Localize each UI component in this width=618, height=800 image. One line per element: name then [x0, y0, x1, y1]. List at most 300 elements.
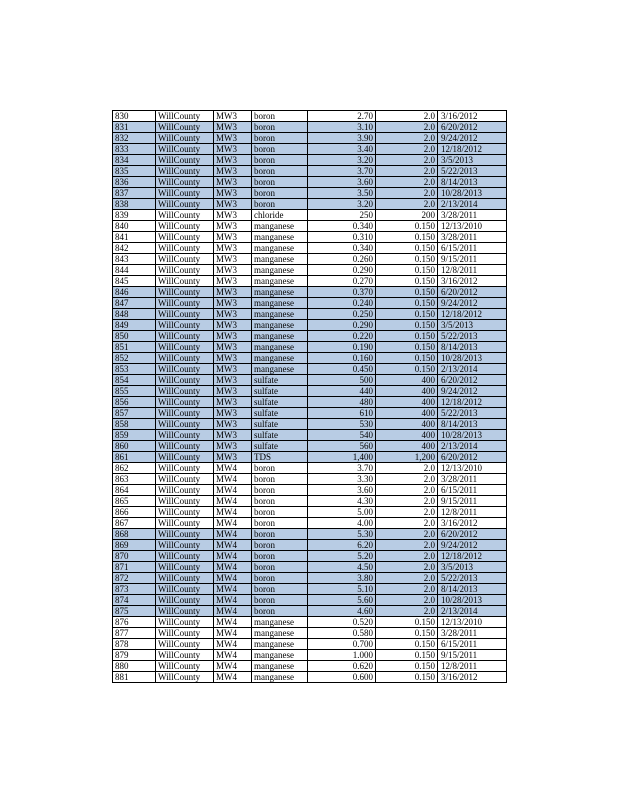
standard-cell: 0.150 [376, 309, 438, 320]
parameter-cell: manganese [252, 628, 308, 639]
well-cell: MW3 [214, 232, 252, 243]
parameter-cell: manganese [252, 342, 308, 353]
date-cell: 9/15/2011 [438, 254, 507, 265]
value-cell: 0.450 [308, 364, 376, 375]
date-cell: 12/18/2012 [438, 397, 507, 408]
parameter-cell: boron [252, 529, 308, 540]
well-cell: MW4 [214, 584, 252, 595]
parameter-cell: boron [252, 573, 308, 584]
row-id-cell: 861 [113, 452, 156, 463]
table-row [113, 562, 507, 573]
value-cell: 3.90 [308, 133, 376, 144]
parameter-cell: boron [252, 199, 308, 210]
site-cell: WillCounty [156, 529, 214, 540]
well-cell: MW3 [214, 122, 252, 133]
well-cell: MW3 [214, 254, 252, 265]
standard-cell: 2.0 [376, 562, 438, 573]
row-id-cell: 868 [113, 529, 156, 540]
table-row [113, 408, 507, 419]
date-cell: 3/5/2013 [438, 155, 507, 166]
row-id-cell: 839 [113, 210, 156, 221]
site-cell: WillCounty [156, 595, 214, 606]
parameter-cell: boron [252, 144, 308, 155]
site-cell: WillCounty [156, 562, 214, 573]
value-cell: 0.250 [308, 309, 376, 320]
parameter-cell: boron [252, 496, 308, 507]
site-cell: WillCounty [156, 364, 214, 375]
date-cell: 12/18/2012 [438, 309, 507, 320]
parameter-cell: manganese [252, 221, 308, 232]
row-id-cell: 862 [113, 463, 156, 474]
value-cell: 3.60 [308, 485, 376, 496]
value-cell: 1.000 [308, 650, 376, 661]
well-cell: MW4 [214, 485, 252, 496]
table-row [113, 122, 507, 133]
value-cell: 3.40 [308, 144, 376, 155]
parameter-cell: sulfate [252, 441, 308, 452]
row-id-cell: 875 [113, 606, 156, 617]
site-cell: WillCounty [156, 320, 214, 331]
row-id-cell: 855 [113, 386, 156, 397]
date-cell: 6/20/2012 [438, 122, 507, 133]
site-cell: WillCounty [156, 386, 214, 397]
table-body [113, 111, 507, 683]
table-row [113, 507, 507, 518]
value-cell: 530 [308, 419, 376, 430]
standard-cell: 2.0 [376, 496, 438, 507]
table-row [113, 452, 507, 463]
well-cell: MW4 [214, 562, 252, 573]
date-cell: 3/28/2011 [438, 210, 507, 221]
table-row [113, 650, 507, 661]
table-row [113, 661, 507, 672]
value-cell: 3.80 [308, 573, 376, 584]
date-cell: 9/15/2011 [438, 496, 507, 507]
table-row [113, 309, 507, 320]
value-cell: 0.190 [308, 342, 376, 353]
row-id-cell: 865 [113, 496, 156, 507]
parameter-cell: sulfate [252, 419, 308, 430]
well-cell: MW3 [214, 320, 252, 331]
standard-cell: 400 [376, 408, 438, 419]
date-cell: 5/22/2013 [438, 408, 507, 419]
date-cell: 3/28/2011 [438, 232, 507, 243]
well-cell: MW4 [214, 639, 252, 650]
row-id-cell: 852 [113, 353, 156, 364]
value-cell: 5.60 [308, 595, 376, 606]
value-cell: 610 [308, 408, 376, 419]
row-id-cell: 881 [113, 672, 156, 683]
row-id-cell: 859 [113, 430, 156, 441]
table-row [113, 177, 507, 188]
parameter-cell: TDS [252, 452, 308, 463]
parameter-cell: boron [252, 122, 308, 133]
site-cell: WillCounty [156, 331, 214, 342]
date-cell: 3/16/2012 [438, 111, 507, 122]
table-row [113, 375, 507, 386]
site-cell: WillCounty [156, 298, 214, 309]
well-cell: MW3 [214, 342, 252, 353]
value-cell: 0.270 [308, 276, 376, 287]
date-cell: 3/5/2013 [438, 562, 507, 573]
date-cell: 10/28/2013 [438, 353, 507, 364]
table-row [113, 430, 507, 441]
parameter-cell: manganese [252, 650, 308, 661]
date-cell: 12/13/2010 [438, 221, 507, 232]
standard-cell: 2.0 [376, 595, 438, 606]
table-row [113, 342, 507, 353]
value-cell: 3.60 [308, 177, 376, 188]
value-cell: 0.220 [308, 331, 376, 342]
well-cell: MW3 [214, 353, 252, 364]
parameter-cell: boron [252, 540, 308, 551]
site-cell: WillCounty [156, 518, 214, 529]
value-cell: 3.20 [308, 155, 376, 166]
standard-cell: 400 [376, 441, 438, 452]
value-cell: 3.50 [308, 188, 376, 199]
table-row [113, 639, 507, 650]
well-cell: MW3 [214, 199, 252, 210]
date-cell: 10/28/2013 [438, 430, 507, 441]
parameter-cell: boron [252, 562, 308, 573]
standard-cell: 2.0 [376, 540, 438, 551]
well-cell: MW3 [214, 452, 252, 463]
standard-cell: 0.150 [376, 265, 438, 276]
date-cell: 5/22/2013 [438, 573, 507, 584]
value-cell: 5.00 [308, 507, 376, 518]
date-cell: 12/18/2012 [438, 144, 507, 155]
well-cell: MW4 [214, 606, 252, 617]
table-row [113, 364, 507, 375]
row-id-cell: 849 [113, 320, 156, 331]
site-cell: WillCounty [156, 650, 214, 661]
date-cell: 3/16/2012 [438, 518, 507, 529]
site-cell: WillCounty [156, 661, 214, 672]
parameter-cell: manganese [252, 298, 308, 309]
well-cell: MW3 [214, 397, 252, 408]
parameter-cell: boron [252, 606, 308, 617]
date-cell: 8/14/2013 [438, 584, 507, 595]
well-cell: MW3 [214, 144, 252, 155]
well-cell: MW3 [214, 155, 252, 166]
table-row [113, 551, 507, 562]
well-cell: MW3 [214, 386, 252, 397]
parameter-cell: manganese [252, 639, 308, 650]
value-cell: 4.00 [308, 518, 376, 529]
date-cell: 6/15/2011 [438, 243, 507, 254]
date-cell: 12/13/2010 [438, 463, 507, 474]
standard-cell: 2.0 [376, 122, 438, 133]
table-row [113, 496, 507, 507]
date-cell: 5/22/2013 [438, 166, 507, 177]
site-cell: WillCounty [156, 166, 214, 177]
site-cell: WillCounty [156, 144, 214, 155]
value-cell: 3.10 [308, 122, 376, 133]
table-row [113, 606, 507, 617]
row-id-cell: 864 [113, 485, 156, 496]
site-cell: WillCounty [156, 254, 214, 265]
site-cell: WillCounty [156, 551, 214, 562]
row-id-cell: 832 [113, 133, 156, 144]
well-cell: MW4 [214, 551, 252, 562]
row-id-cell: 871 [113, 562, 156, 573]
well-cell: MW4 [214, 518, 252, 529]
site-cell: WillCounty [156, 408, 214, 419]
standard-cell: 0.150 [376, 276, 438, 287]
value-cell: 560 [308, 441, 376, 452]
table-row [113, 474, 507, 485]
parameter-cell: sulfate [252, 408, 308, 419]
date-cell: 8/14/2013 [438, 177, 507, 188]
table-row [113, 320, 507, 331]
well-cell: MW3 [214, 419, 252, 430]
site-cell: WillCounty [156, 375, 214, 386]
parameter-cell: sulfate [252, 430, 308, 441]
row-id-cell: 835 [113, 166, 156, 177]
standard-cell: 0.150 [376, 672, 438, 683]
site-cell: WillCounty [156, 287, 214, 298]
date-cell: 9/15/2011 [438, 650, 507, 661]
standard-cell: 0.150 [376, 243, 438, 254]
parameter-cell: manganese [252, 276, 308, 287]
standard-cell: 0.150 [376, 353, 438, 364]
data-table [112, 110, 507, 683]
table-row [113, 133, 507, 144]
site-cell: WillCounty [156, 606, 214, 617]
parameter-cell: boron [252, 188, 308, 199]
date-cell: 6/15/2011 [438, 639, 507, 650]
site-cell: WillCounty [156, 507, 214, 518]
table-row [113, 276, 507, 287]
table-row [113, 188, 507, 199]
parameter-cell: boron [252, 518, 308, 529]
site-cell: WillCounty [156, 485, 214, 496]
table-row [113, 584, 507, 595]
table-row [113, 298, 507, 309]
site-cell: WillCounty [156, 397, 214, 408]
row-id-cell: 831 [113, 122, 156, 133]
well-cell: MW4 [214, 672, 252, 683]
date-cell: 12/8/2011 [438, 507, 507, 518]
value-cell: 4.60 [308, 606, 376, 617]
table-row [113, 518, 507, 529]
date-cell: 8/14/2013 [438, 419, 507, 430]
standard-cell: 0.150 [376, 661, 438, 672]
value-cell: 0.580 [308, 628, 376, 639]
standard-cell: 400 [376, 386, 438, 397]
site-cell: WillCounty [156, 540, 214, 551]
value-cell: 1,400 [308, 452, 376, 463]
table-row [113, 386, 507, 397]
row-id-cell: 880 [113, 661, 156, 672]
date-cell: 10/28/2013 [438, 188, 507, 199]
standard-cell: 0.150 [376, 254, 438, 265]
well-cell: MW4 [214, 474, 252, 485]
date-cell: 12/13/2010 [438, 617, 507, 628]
well-cell: MW3 [214, 331, 252, 342]
standard-cell: 0.150 [376, 650, 438, 661]
site-cell: WillCounty [156, 474, 214, 485]
standard-cell: 2.0 [376, 166, 438, 177]
site-cell: WillCounty [156, 672, 214, 683]
row-id-cell: 847 [113, 298, 156, 309]
site-cell: WillCounty [156, 188, 214, 199]
standard-cell: 0.150 [376, 617, 438, 628]
site-cell: WillCounty [156, 584, 214, 595]
value-cell: 5.20 [308, 551, 376, 562]
parameter-cell: manganese [252, 287, 308, 298]
row-id-cell: 838 [113, 199, 156, 210]
value-cell: 0.600 [308, 672, 376, 683]
parameter-cell: boron [252, 463, 308, 474]
standard-cell: 2.0 [376, 551, 438, 562]
parameter-cell: sulfate [252, 397, 308, 408]
value-cell: 4.30 [308, 496, 376, 507]
standard-cell: 0.150 [376, 287, 438, 298]
standard-cell: 1,200 [376, 452, 438, 463]
row-id-cell: 848 [113, 309, 156, 320]
table-row [113, 617, 507, 628]
row-id-cell: 876 [113, 617, 156, 628]
value-cell: 0.240 [308, 298, 376, 309]
table-row [113, 210, 507, 221]
site-cell: WillCounty [156, 441, 214, 452]
row-id-cell: 840 [113, 221, 156, 232]
standard-cell: 2.0 [376, 177, 438, 188]
well-cell: MW3 [214, 441, 252, 452]
well-cell: MW3 [214, 309, 252, 320]
parameter-cell: manganese [252, 331, 308, 342]
standard-cell: 0.150 [376, 639, 438, 650]
site-cell: WillCounty [156, 243, 214, 254]
row-id-cell: 854 [113, 375, 156, 386]
row-id-cell: 870 [113, 551, 156, 562]
value-cell: 480 [308, 397, 376, 408]
parameter-cell: boron [252, 507, 308, 518]
well-cell: MW3 [214, 166, 252, 177]
standard-cell: 2.0 [376, 155, 438, 166]
standard-cell: 2.0 [376, 485, 438, 496]
parameter-cell: manganese [252, 265, 308, 276]
site-cell: WillCounty [156, 265, 214, 276]
value-cell: 4.50 [308, 562, 376, 573]
row-id-cell: 872 [113, 573, 156, 584]
parameter-cell: manganese [252, 243, 308, 254]
site-cell: WillCounty [156, 122, 214, 133]
site-cell: WillCounty [156, 342, 214, 353]
table-row [113, 353, 507, 364]
well-cell: MW3 [214, 287, 252, 298]
date-cell: 6/20/2012 [438, 452, 507, 463]
well-cell: MW3 [214, 177, 252, 188]
standard-cell: 0.150 [376, 221, 438, 232]
date-cell: 9/24/2012 [438, 540, 507, 551]
date-cell: 6/20/2012 [438, 287, 507, 298]
standard-cell: 0.150 [376, 364, 438, 375]
value-cell: 0.290 [308, 320, 376, 331]
parameter-cell: boron [252, 133, 308, 144]
date-cell: 8/14/2013 [438, 342, 507, 353]
value-cell: 3.20 [308, 199, 376, 210]
date-cell: 2/13/2014 [438, 199, 507, 210]
standard-cell: 400 [376, 397, 438, 408]
date-cell: 6/20/2012 [438, 529, 507, 540]
value-cell: 0.370 [308, 287, 376, 298]
parameter-cell: manganese [252, 672, 308, 683]
parameter-cell: boron [252, 485, 308, 496]
row-id-cell: 843 [113, 254, 156, 265]
row-id-cell: 873 [113, 584, 156, 595]
well-cell: MW4 [214, 617, 252, 628]
well-cell: MW3 [214, 188, 252, 199]
parameter-cell: boron [252, 111, 308, 122]
table-row [113, 463, 507, 474]
date-cell: 3/28/2011 [438, 628, 507, 639]
well-cell: MW3 [214, 298, 252, 309]
well-cell: MW3 [214, 243, 252, 254]
date-cell: 12/8/2011 [438, 661, 507, 672]
table-row [113, 595, 507, 606]
well-cell: MW4 [214, 595, 252, 606]
value-cell: 500 [308, 375, 376, 386]
row-id-cell: 866 [113, 507, 156, 518]
well-cell: MW4 [214, 496, 252, 507]
table-row [113, 672, 507, 683]
well-cell: MW4 [214, 628, 252, 639]
standard-cell: 0.150 [376, 298, 438, 309]
well-cell: MW4 [214, 507, 252, 518]
well-cell: MW3 [214, 210, 252, 221]
value-cell: 3.30 [308, 474, 376, 485]
row-id-cell: 844 [113, 265, 156, 276]
value-cell: 440 [308, 386, 376, 397]
table-row [113, 199, 507, 210]
table-row [113, 221, 507, 232]
parameter-cell: boron [252, 474, 308, 485]
well-cell: MW3 [214, 430, 252, 441]
value-cell: 3.70 [308, 463, 376, 474]
table-row [113, 287, 507, 298]
parameter-cell: boron [252, 595, 308, 606]
table-row [113, 628, 507, 639]
row-id-cell: 830 [113, 111, 156, 122]
date-cell: 9/24/2012 [438, 386, 507, 397]
site-cell: WillCounty [156, 177, 214, 188]
site-cell: WillCounty [156, 309, 214, 320]
row-id-cell: 837 [113, 188, 156, 199]
parameter-cell: boron [252, 551, 308, 562]
site-cell: WillCounty [156, 452, 214, 463]
row-id-cell: 841 [113, 232, 156, 243]
site-cell: WillCounty [156, 353, 214, 364]
well-cell: MW4 [214, 661, 252, 672]
value-cell: 6.20 [308, 540, 376, 551]
standard-cell: 400 [376, 375, 438, 386]
date-cell: 6/15/2011 [438, 485, 507, 496]
standard-cell: 0.150 [376, 320, 438, 331]
site-cell: WillCounty [156, 199, 214, 210]
table-row [113, 265, 507, 276]
row-id-cell: 842 [113, 243, 156, 254]
value-cell: 3.70 [308, 166, 376, 177]
value-cell: 5.30 [308, 529, 376, 540]
parameter-cell: boron [252, 584, 308, 595]
date-cell: 3/16/2012 [438, 276, 507, 287]
table-row [113, 529, 507, 540]
date-cell: 3/5/2013 [438, 320, 507, 331]
row-id-cell: 879 [113, 650, 156, 661]
row-id-cell: 858 [113, 419, 156, 430]
